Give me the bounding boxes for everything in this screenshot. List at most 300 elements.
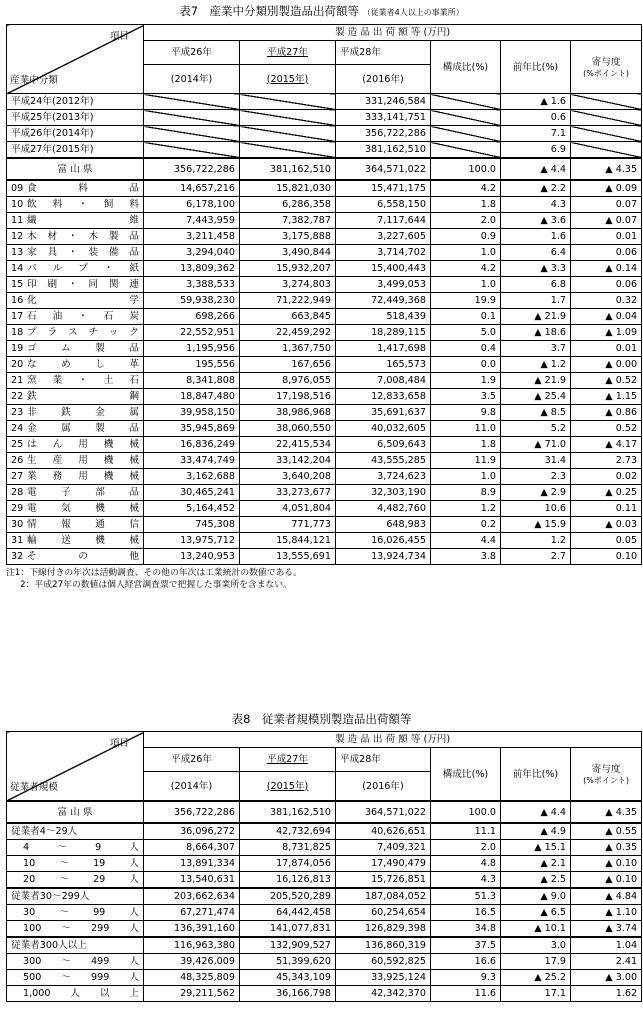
table8-size-row (7, 840, 642, 856)
table8-size-contrib: ▲ 3.00 (571, 970, 642, 986)
table7-industry-row (7, 245, 642, 261)
table7-industry-code: 13 (11, 247, 24, 258)
table8-group-ratio: 51.3 (431, 888, 501, 905)
table8-size-ratio: 16.5 (431, 905, 501, 921)
table8-size-contrib: ▲ 0.10 (571, 856, 642, 872)
table8-size-yoy: ▲ 2.5 (501, 872, 571, 889)
table7-industry-contrib: 0.11 (571, 501, 642, 517)
table7-industry-code: 31 (11, 535, 24, 546)
table7-industry-ratio: 4.2 (431, 261, 501, 277)
table7-industry-yoy: 6.4 (501, 245, 571, 261)
table8-size-label (7, 921, 144, 938)
table7-industry-name: 生産用機械 (27, 455, 139, 466)
table7-industry-code: 12 (11, 231, 24, 242)
table8-size-part: 人 (129, 923, 139, 934)
table8-size-ratio: 2.0 (431, 840, 501, 856)
table8-size-label (7, 954, 144, 970)
table7-industry-name: 繊維 (27, 215, 139, 226)
table7-industry-v27: 6,286,358 (240, 197, 336, 213)
table7-industry-contrib: ▲ 0.04 (571, 309, 642, 325)
table7-industry-row (7, 517, 642, 533)
table7-industry-yoy: ▲ 15.9 (501, 517, 571, 533)
table8-size-row (7, 954, 642, 970)
table7-industry-v27: 17,198,516 (240, 389, 336, 405)
table8-group-v27: 42,732,694 (240, 823, 336, 840)
table7-industry-label (7, 405, 144, 421)
table7-industry-v27: 3,640,208 (240, 469, 336, 485)
table7-industry-name: ゴム製品 (27, 343, 139, 354)
table7-industry-contrib: 0.06 (571, 245, 642, 261)
table7-year-empty (144, 94, 240, 110)
table8-group-v28: 136,860,319 (336, 937, 431, 954)
table7-industry-ratio: 1.0 (431, 469, 501, 485)
table7-industry-v26: 39,958,150 (144, 405, 240, 421)
table8-size-part: 人 (129, 842, 139, 853)
table7-industry-ratio: 1.9 (431, 373, 501, 389)
table8-size-yoy: ▲ 10.1 (501, 921, 571, 938)
table7-industry-label (7, 180, 144, 197)
table7-industry-name: 家具・装備品 (27, 247, 139, 258)
table8-size-part: 4 (23, 842, 30, 853)
table8-size-part: 100 (23, 923, 42, 934)
table8-size-yoy: 17.1 (501, 986, 571, 1002)
table7-industry-ratio: 4.4 (431, 533, 501, 549)
table8-size-yoy: ▲ 6.5 (501, 905, 571, 921)
table7-industry-code: 21 (11, 375, 24, 386)
table7-industry-row (7, 309, 642, 325)
table8-size-part: 299 (91, 923, 110, 934)
table7-industry-name: プラスチック (27, 327, 139, 338)
table8-size-yoy: ▲ 25.2 (501, 970, 571, 986)
table7-industry-label (7, 389, 144, 405)
table7-industry-v26: 5,164,452 (144, 501, 240, 517)
table8-group-v26: 36,096,272 (144, 823, 240, 840)
table7-industry-name: 情報通信 (27, 519, 139, 530)
table8-size-v27: 8,731,825 (240, 840, 336, 856)
table7-industry-label (7, 341, 144, 357)
table7-industry-name: パルプ・紙 (27, 263, 139, 274)
table7-industry-v28: 40,032,605 (336, 421, 431, 437)
table8-col-yoy: 前年比(%) (501, 748, 571, 802)
table7-industry-ratio: 0.0 (431, 357, 501, 373)
table8-size-row (7, 856, 642, 872)
table8-size-v28: 60,254,654 (336, 905, 431, 921)
table7-industry-name: 業務用機械 (27, 471, 139, 482)
table7-industry-v26: 3,294,040 (144, 245, 240, 261)
table8-size-part: ～ (61, 923, 71, 934)
table8-size-part: 上 (129, 988, 139, 999)
table8-group-ratio: 11.1 (431, 823, 501, 840)
table7-year-row (7, 126, 642, 142)
table8-size-part: ～ (59, 858, 69, 869)
table7-industry-v28: 3,714,702 (336, 245, 431, 261)
table7-industry-ratio: 3.8 (431, 549, 501, 565)
table8-size-v26: 8,664,307 (144, 840, 240, 856)
table7-industry-row (7, 197, 642, 213)
table7-year-empty (431, 110, 501, 126)
table7-col-h28: 平成28年 (336, 41, 431, 65)
table8-size-label (7, 856, 144, 872)
table7-industry-name: その他 (27, 551, 139, 562)
table7-group-header: 製 造 品 出 荷 額 等 (万円) (144, 25, 642, 41)
table7-industry-v27: 7,382,787 (240, 213, 336, 229)
table7-year-yoy: ▲ 1.6 (501, 94, 571, 110)
table7-industry-row (7, 389, 642, 405)
table8-size-ratio: 16.6 (431, 954, 501, 970)
table7-industry-yoy: ▲ 25.4 (501, 389, 571, 405)
table7-industry-code: 23 (11, 407, 24, 418)
table7-industry-v26: 30,465,241 (144, 485, 240, 501)
table7-industry-code: 15 (11, 279, 24, 290)
table8-size-yoy: ▲ 2.1 (501, 856, 571, 872)
table7-industry-v27: 15,844,121 (240, 533, 336, 549)
table8-size-row (7, 921, 642, 938)
table8-size-part: 人 (70, 988, 80, 999)
table7-industry-contrib: 0.10 (571, 549, 642, 565)
table7-industry-v28: 7,008,484 (336, 373, 431, 389)
table7-industry-ratio: 11.9 (431, 453, 501, 469)
table8-size-v27: 64,442,458 (240, 905, 336, 921)
table8-size-ratio: 4.3 (431, 872, 501, 889)
table8-size-part: 1,000 (23, 988, 51, 999)
table7-industry-v26: 8,341,808 (144, 373, 240, 389)
table7-col-ratio: 構成比(%) (431, 41, 501, 94)
table7-col-yoy: 前年比(%) (501, 41, 571, 94)
table7-year-label: 平成27年(2015年) (7, 142, 144, 159)
table7-industry-label (7, 533, 144, 549)
table7-industry-ratio: 1.8 (431, 437, 501, 453)
table7-industry-label (7, 501, 144, 517)
table7-industry-contrib: ▲ 4.17 (571, 437, 642, 453)
table7-industry-yoy: 31.4 (501, 453, 571, 469)
table7-industry-v26: 3,388,533 (144, 277, 240, 293)
table8-size-label (7, 905, 144, 921)
table8-group-v28: 187,084,052 (336, 888, 431, 905)
table8-size-row (7, 905, 642, 921)
table8-size-part: 500 (23, 972, 42, 983)
table7-industry-name: 石油・石炭 (27, 311, 139, 322)
table7-industry-contrib: ▲ 0.07 (571, 213, 642, 229)
table7-industry-row (7, 405, 642, 421)
table7-industry-code: 24 (11, 423, 24, 434)
table7-industry-contrib: ▲ 0.86 (571, 405, 642, 421)
table8-group-v28: 40,626,651 (336, 823, 431, 840)
table7-industry-name: 鉄鋼 (27, 391, 139, 402)
table7-industry-row (7, 261, 642, 277)
table7-industry-contrib: ▲ 0.03 (571, 517, 642, 533)
table7-industry-v28: 43,555,285 (336, 453, 431, 469)
table7-industry-v28: 518,439 (336, 309, 431, 325)
table7-industry-v27: 15,932,207 (240, 261, 336, 277)
table7-industry-row (7, 357, 642, 373)
table8-size-part: ～ (61, 972, 71, 983)
table8-size-part: 人 (129, 907, 139, 918)
table7-total-v27: 381,162,510 (240, 158, 336, 180)
table8-size-ratio: 34.8 (431, 921, 501, 938)
table7-industry-row (7, 180, 642, 197)
table7-industry-ratio: 0.1 (431, 309, 501, 325)
table7-industry-v27: 22,459,292 (240, 325, 336, 341)
table8-group-yoy: 3.0 (501, 937, 571, 954)
table8-total-yoy: ▲ 4.4 (501, 801, 571, 823)
table7-industry-v28: 6,509,643 (336, 437, 431, 453)
table7-industry-name: 金属製品 (27, 423, 139, 434)
table8-size-part: 10 (23, 858, 36, 869)
table7-year-empty (144, 126, 240, 142)
table8-size-contrib: 2.41 (571, 954, 642, 970)
table8-size-contrib: ▲ 1.10 (571, 905, 642, 921)
table7-industry-ratio: 1.0 (431, 245, 501, 261)
table8-size-v28: 15,726,851 (336, 872, 431, 889)
table7-industry-name: 化学 (27, 295, 139, 306)
table8-size-contrib: 1.62 (571, 986, 642, 1002)
table7-total-yoy: ▲ 4.4 (501, 158, 571, 180)
table7-col-contrib: 寄与度 (%ポイント) (571, 41, 642, 94)
table7-industry-ratio: 3.5 (431, 389, 501, 405)
table7-industry-code: 10 (11, 199, 24, 210)
table7-industry-row (7, 533, 642, 549)
table7-year-label: 平成26年(2014年) (7, 126, 144, 142)
table7-industry-v27: 1,367,750 (240, 341, 336, 357)
table7-industry-code: 18 (11, 327, 24, 338)
table8-size-part: 29 (93, 874, 106, 885)
table8-size-v27: 17,874,056 (240, 856, 336, 872)
table8-size-v28: 17,490,479 (336, 856, 431, 872)
table8-col-h28: 平成28年 (336, 748, 431, 772)
table7-col-h26: 平成26年 (144, 41, 240, 65)
table7-industry-row (7, 421, 642, 437)
table7-industry-v27: 38,986,968 (240, 405, 336, 421)
table7-year-empty (571, 126, 642, 142)
table7-year-yoy: 7.1 (501, 126, 571, 142)
table7-industry-label (7, 245, 144, 261)
table7-industry-row (7, 501, 642, 517)
table8-group-label: 従業者4～29人 (7, 823, 144, 840)
table7-industry-row (7, 341, 642, 357)
table8-group-yoy: ▲ 9.0 (501, 888, 571, 905)
table7-industry-contrib: ▲ 0.09 (571, 180, 642, 197)
table7-industry-v27: 771,773 (240, 517, 336, 533)
table7-industry-yoy: ▲ 1.2 (501, 357, 571, 373)
table8-group-header: 製 造 品 出 荷 額 等 (万円) (144, 732, 642, 748)
table8-size-v28: 126,829,398 (336, 921, 431, 938)
table8-size-part: 以 (99, 988, 110, 999)
table7-notes (6, 567, 302, 591)
table8-group-v27: 132,909,527 (240, 937, 336, 954)
table7-industry-v26: 33,474,749 (144, 453, 240, 469)
table7-total-v26: 356,722,286 (144, 158, 240, 180)
table7 (6, 24, 642, 565)
table8-group-row (7, 937, 642, 954)
table7-industry-v26: 18,847,480 (144, 389, 240, 405)
table7-total-row (7, 158, 642, 180)
table7-year-empty (571, 110, 642, 126)
table8-size-yoy: ▲ 15.1 (501, 840, 571, 856)
table7-industry-v26: 698,266 (144, 309, 240, 325)
table7-industry-contrib: 0.06 (571, 277, 642, 293)
table8-size-v26: 136,391,160 (144, 921, 240, 938)
table7-year-empty (431, 142, 501, 159)
table7-industry-label (7, 293, 144, 309)
table8-col-h26: 平成26年 (144, 748, 240, 772)
table7-industry-ratio: 4.2 (431, 180, 501, 197)
table8-size-label (7, 970, 144, 986)
table7-industry-v28: 16,026,455 (336, 533, 431, 549)
table7-industry-v27: 3,175,888 (240, 229, 336, 245)
table8-size-part: 300 (23, 956, 42, 967)
table8-size-v26: 48,325,809 (144, 970, 240, 986)
table7-industry-ratio: 9.8 (431, 405, 501, 421)
table7-industry-label (7, 517, 144, 533)
table7-industry-label (7, 437, 144, 453)
table7-industry-label (7, 213, 144, 229)
table7-industry-v26: 22,552,951 (144, 325, 240, 341)
table7-note-1: 注1：下線付きの年次は活動調査、その他の年次は工業統計の数値である。 (6, 568, 302, 578)
table8-total-v28: 364,571,022 (336, 801, 431, 823)
table7-industry-v27: 3,490,844 (240, 245, 336, 261)
table7-industry-v28: 3,227,605 (336, 229, 431, 245)
table7-industry-code: 26 (11, 455, 24, 466)
table8-size-v28: 7,409,321 (336, 840, 431, 856)
table7-industry-yoy: 10.6 (501, 501, 571, 517)
table7-industry-v28: 165,573 (336, 357, 431, 373)
table8-title: 表8 従業者規模別製造品出荷額等 (231, 712, 412, 726)
table7-industry-v27: 4,051,804 (240, 501, 336, 517)
table7-industry-name: 食料品 (27, 183, 139, 194)
table7-industry-v28: 7,117,644 (336, 213, 431, 229)
table8-corner-header: 項目 従業者規模 (7, 732, 144, 802)
table7-industry-ratio: 1.8 (431, 197, 501, 213)
table7-industry-label (7, 197, 144, 213)
table7-industry-row (7, 213, 642, 229)
table7-industry-v26: 13,240,953 (144, 549, 240, 565)
table8-size-v26: 29,211,562 (144, 986, 240, 1002)
table7-title-note: （従業者4人以上の事業所） (362, 8, 464, 17)
table7-industry-v26: 195,556 (144, 357, 240, 373)
table8-size-v26: 39,426,009 (144, 954, 240, 970)
table7-note-2: 2：平成27年の数値は個人経営調査票で把握した事業所を含まない。 (20, 580, 292, 590)
table7-industry-v28: 6,558,150 (336, 197, 431, 213)
table7-industry-yoy: ▲ 3.3 (501, 261, 571, 277)
table7-total-v28: 364,571,022 (336, 158, 431, 180)
table7-industry-row (7, 373, 642, 389)
table7-year-row (7, 94, 642, 110)
table7-year-empty (431, 126, 501, 142)
table7-col-h28-year: (2016年) (336, 65, 431, 94)
table8-size-ratio: 11.6 (431, 986, 501, 1002)
table8-size-v27: 141,077,831 (240, 921, 336, 938)
table7-corner-header: 項目 産業中分類 (7, 25, 144, 94)
table8-size-row (7, 970, 642, 986)
table8-size-row (7, 872, 642, 889)
table7-industry-yoy: 2.7 (501, 549, 571, 565)
table8-size-part: 19 (93, 858, 106, 869)
table7-industry-contrib: 0.32 (571, 293, 642, 309)
table7-industry-contrib: ▲ 1.09 (571, 325, 642, 341)
table7-industry-v27: 3,274,803 (240, 277, 336, 293)
table7-industry-v27: 22,415,534 (240, 437, 336, 453)
table7-industry-yoy: 1.2 (501, 533, 571, 549)
table8-size-ratio: 4.8 (431, 856, 501, 872)
table7-industry-name: 非鉄金属 (27, 407, 139, 418)
table7-industry-ratio: 19.9 (431, 293, 501, 309)
table7-industry-contrib: ▲ 0.00 (571, 357, 642, 373)
table7-col-h26-year: (2014年) (144, 65, 240, 94)
table7-industry-v26: 745,308 (144, 517, 240, 533)
table7-industry-label (7, 309, 144, 325)
table7-industry-yoy: 4.3 (501, 197, 571, 213)
table8-size-part: ～ (61, 956, 71, 967)
table8-size-part: 30 (23, 907, 36, 918)
table7-industry-code: 19 (11, 343, 24, 354)
table7-industry-ratio: 1.0 (431, 277, 501, 293)
table7-industry-yoy: 2.3 (501, 469, 571, 485)
table8-group-ratio: 37.5 (431, 937, 501, 954)
table7-industry-label (7, 549, 144, 565)
table7-industry-v26: 13,809,362 (144, 261, 240, 277)
table8-group-label: 従業者300人以上 (7, 937, 144, 954)
table7-col-h27: 平成27年 (240, 41, 336, 65)
table7-year-empty (571, 142, 642, 159)
table8-group-yoy: ▲ 4.9 (501, 823, 571, 840)
table7-industry-code: 28 (11, 487, 24, 498)
table8-size-part: 人 (129, 858, 139, 869)
table7-year-row (7, 110, 642, 126)
table8-total-label: 富 山 県 (7, 801, 144, 823)
table7-industry-row (7, 293, 642, 309)
table8-size-yoy: 17.9 (501, 954, 571, 970)
table7-industry-label (7, 277, 144, 293)
table7-industry-label (7, 357, 144, 373)
table8-size-v26: 67,271,474 (144, 905, 240, 921)
table8-size-part: 人 (129, 956, 139, 967)
table7-industry-label (7, 469, 144, 485)
table7-industry-v28: 35,691,637 (336, 405, 431, 421)
table7-industry-yoy: ▲ 3.6 (501, 213, 571, 229)
table8-size-v28: 33,925,124 (336, 970, 431, 986)
table7-industry-ratio: 0.4 (431, 341, 501, 357)
table7-industry-row (7, 437, 642, 453)
table7-industry-contrib: 0.52 (571, 421, 642, 437)
table7-industry-ratio: 5.0 (431, 325, 501, 341)
table7-industry-code: 11 (11, 215, 24, 226)
table7-industry-ratio: 2.0 (431, 213, 501, 229)
table7-industry-v27: 33,273,677 (240, 485, 336, 501)
table7-industry-v27: 8,976,055 (240, 373, 336, 389)
table7-industry-v27: 167,656 (240, 357, 336, 373)
table7-industry-yoy: ▲ 21.9 (501, 309, 571, 325)
table7-industry-v26: 1,195,956 (144, 341, 240, 357)
table8-group-v26: 203,662,634 (144, 888, 240, 905)
table8-size-v27: 16,126,813 (240, 872, 336, 889)
table7-industry-yoy: ▲ 21.9 (501, 373, 571, 389)
table7-industry-v28: 72,449,368 (336, 293, 431, 309)
table7-industry-v26: 35,945,869 (144, 421, 240, 437)
table8-col-h28-year: (2016年) (336, 772, 431, 802)
table7-year-yoy: 0.6 (501, 110, 571, 126)
table7-industry-name: 飲料・飼料 (27, 199, 139, 210)
table7-industry-v26: 13,975,712 (144, 533, 240, 549)
table7-industry-v26: 3,162,688 (144, 469, 240, 485)
table8-size-contrib: ▲ 0.35 (571, 840, 642, 856)
table8-size-label (7, 840, 144, 856)
table7-industry-yoy: ▲ 2.2 (501, 180, 571, 197)
table7-year-row (7, 142, 642, 159)
table8-size-contrib: ▲ 0.10 (571, 872, 642, 889)
table7-industry-code: 22 (11, 391, 24, 402)
table8-group-contrib: ▲ 0.55 (571, 823, 642, 840)
table7-industry-v27: 663,845 (240, 309, 336, 325)
